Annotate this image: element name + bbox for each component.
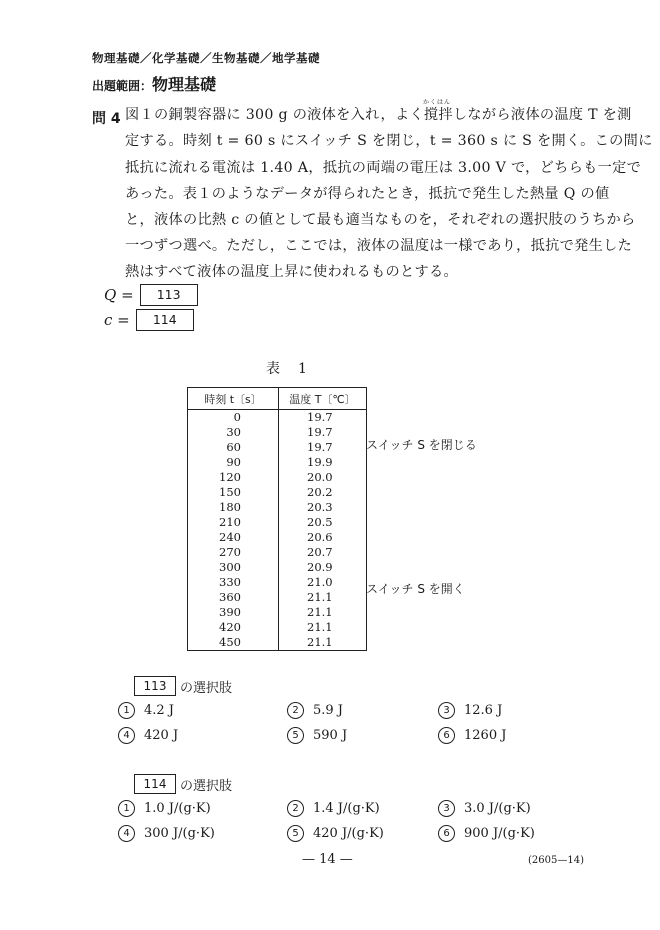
- table-header-row: [188, 388, 367, 410]
- temp-cell: 20.0: [307, 470, 333, 484]
- question-line-6: 一つずつ選べ。ただし，ここでは，液体の温度は一様であり，抵抗で発生した: [125, 238, 633, 254]
- temp-cell: 19.7: [307, 425, 333, 439]
- choice-114-suffix: の選択肢: [180, 778, 233, 794]
- circle-number-icon: 5: [287, 825, 304, 842]
- time-cell: 420: [188, 620, 279, 635]
- question-line-1: [125, 99, 632, 124]
- choice-113-box: 113: [134, 676, 176, 696]
- table-row: [188, 410, 367, 426]
- question-line-5: と，液体の比熱 c の値として最も適当なものを，それぞれの選択肢のうちから: [125, 212, 636, 228]
- temp-cell: 21.0: [307, 575, 333, 589]
- header-range: [92, 72, 216, 95]
- col-time-header: 時刻 t〔s〕: [188, 388, 279, 410]
- option-113-6[interactable]: [438, 727, 506, 744]
- temp-cell: 20.5: [307, 515, 333, 529]
- col-temp-header: 温度 T〔℃〕: [279, 388, 367, 410]
- circle-number-icon: 3: [438, 702, 455, 719]
- option-114-1[interactable]: [118, 800, 211, 817]
- option-text: 420 J: [144, 728, 179, 743]
- circle-number-icon: 2: [287, 702, 304, 719]
- table-row: [188, 470, 367, 485]
- option-113-4[interactable]: [118, 727, 178, 744]
- time-cell: 330: [188, 575, 279, 590]
- circle-number-icon: 3: [438, 800, 455, 817]
- temp-cell: 20.2: [307, 485, 333, 499]
- time-cell: 450: [188, 635, 279, 651]
- circle-number-icon: 4: [118, 825, 135, 842]
- time-cell: 30: [188, 425, 279, 440]
- time-cell: 150: [188, 485, 279, 500]
- range-value: 物理基礎: [152, 75, 217, 94]
- temp-cell: 19.7: [307, 440, 333, 454]
- temp-cell: 21.1: [307, 635, 333, 649]
- time-cell: 210: [188, 515, 279, 530]
- table-row: [188, 635, 367, 651]
- temp-cell: 20.6: [307, 530, 333, 544]
- option-113-5[interactable]: [287, 727, 347, 744]
- temp-cell: 21.1: [307, 605, 333, 619]
- answer-c-row: [104, 309, 194, 331]
- time-cell: 180: [188, 500, 279, 515]
- time-cell: 360: [188, 590, 279, 605]
- answer-box-113[interactable]: 113: [140, 284, 198, 306]
- option-text: 4.2 J: [144, 703, 175, 718]
- table-row: [188, 530, 367, 545]
- data-table: [187, 387, 367, 651]
- option-text: 12.6 J: [464, 703, 503, 718]
- question-line-2: 定する。時刻 t = 60 s にスイッチ S を閉じ，t = 360 s に S を開く。この間に: [125, 133, 653, 149]
- option-text: 300 J/(g·K): [144, 826, 215, 841]
- option-114-3[interactable]: [438, 800, 531, 817]
- table-title: 表 1: [266, 361, 309, 377]
- time-cell: 300: [188, 560, 279, 575]
- temp-cell: 21.1: [307, 620, 333, 634]
- table-row: [188, 425, 367, 440]
- note-switch-close: スイッチ S を閉じる: [366, 438, 477, 452]
- table-row: [188, 485, 367, 500]
- time-cell: 120: [188, 470, 279, 485]
- circle-number-icon: 1: [118, 702, 135, 719]
- choice-113-suffix: の選択肢: [180, 680, 233, 696]
- answer-c-var: c =: [104, 311, 130, 329]
- answer-q-row: [104, 284, 198, 306]
- temp-cell: 19.9: [307, 455, 333, 469]
- question-number: 問 4: [92, 111, 121, 127]
- option-114-5[interactable]: [287, 825, 384, 842]
- choice-113-head: [134, 676, 232, 696]
- question-line-7: 熱はすべて液体の温度上昇に使われるものとする。: [125, 264, 458, 280]
- time-cell: 90: [188, 455, 279, 470]
- table-row: [188, 455, 367, 470]
- table-row: [188, 590, 367, 605]
- circle-number-icon: 5: [287, 727, 304, 744]
- table-row: [188, 575, 367, 590]
- option-text: 1260 J: [464, 728, 507, 743]
- option-text: 420 J/(g·K): [313, 826, 384, 841]
- table-row: [188, 515, 367, 530]
- option-text: 1.0 J/(g·K): [144, 801, 211, 816]
- note-switch-open: スイッチ S を開く: [366, 582, 465, 596]
- time-cell: 240: [188, 530, 279, 545]
- range-label: 出題範囲：: [92, 79, 153, 93]
- option-113-2[interactable]: [287, 702, 343, 719]
- question-line-3: 抵抗に流れる電流は 1.40 A，抵抗の両端の電圧は 3.00 V で，どちらも一定で: [125, 160, 642, 176]
- option-text: 1.4 J/(g·K): [313, 801, 380, 816]
- answer-q-var: Q =: [104, 286, 134, 304]
- page-code: (2605—14): [528, 855, 584, 866]
- circle-number-icon: 6: [438, 825, 455, 842]
- circle-number-icon: 1: [118, 800, 135, 817]
- option-text: 3.0 J/(g·K): [464, 801, 531, 816]
- temp-cell: 20.3: [307, 500, 333, 514]
- temp-cell: 20.9: [307, 560, 333, 574]
- furigana: かくはん: [423, 99, 452, 106]
- option-114-2[interactable]: [287, 800, 380, 817]
- table-row: [188, 620, 367, 635]
- temp-cell: 21.1: [307, 590, 333, 604]
- table-row: [188, 440, 367, 455]
- header-subjects: 物理基礎／化学基礎／生物基礎／地学基礎: [92, 51, 320, 65]
- table-row: [188, 545, 367, 560]
- question-line-4: あった。表１のようなデータが得られたとき，抵抗で発生した熱量 Q の値: [125, 186, 610, 202]
- choice-114-box: 114: [134, 774, 176, 794]
- option-114-6[interactable]: [438, 825, 535, 842]
- option-113-3[interactable]: [438, 702, 502, 719]
- question-line-1-text: 図１の銅製容器に 300 g の液体を入れ，よく撹拌しながら液体の温度 T を測: [125, 107, 632, 123]
- time-cell: 60: [188, 440, 279, 455]
- time-cell: 0: [188, 410, 279, 426]
- temp-cell: 19.7: [307, 410, 333, 424]
- table-row: [188, 560, 367, 575]
- time-cell: 390: [188, 605, 279, 620]
- circle-number-icon: 2: [287, 800, 304, 817]
- page-number: — 14 —: [302, 852, 353, 867]
- option-text: 5.9 J: [313, 703, 344, 718]
- time-cell: 270: [188, 545, 279, 560]
- choice-114-head: [134, 774, 232, 794]
- circle-number-icon: 4: [118, 727, 135, 744]
- option-text: 590 J: [313, 728, 348, 743]
- table-row: [188, 500, 367, 515]
- table-body: [188, 410, 367, 651]
- option-113-1[interactable]: [118, 702, 174, 719]
- table-row: [188, 605, 367, 620]
- temp-cell: 20.7: [307, 545, 333, 559]
- option-text: 900 J/(g·K): [464, 826, 535, 841]
- answer-box-114[interactable]: 114: [136, 309, 194, 331]
- option-114-4[interactable]: [118, 825, 215, 842]
- circle-number-icon: 6: [438, 727, 455, 744]
